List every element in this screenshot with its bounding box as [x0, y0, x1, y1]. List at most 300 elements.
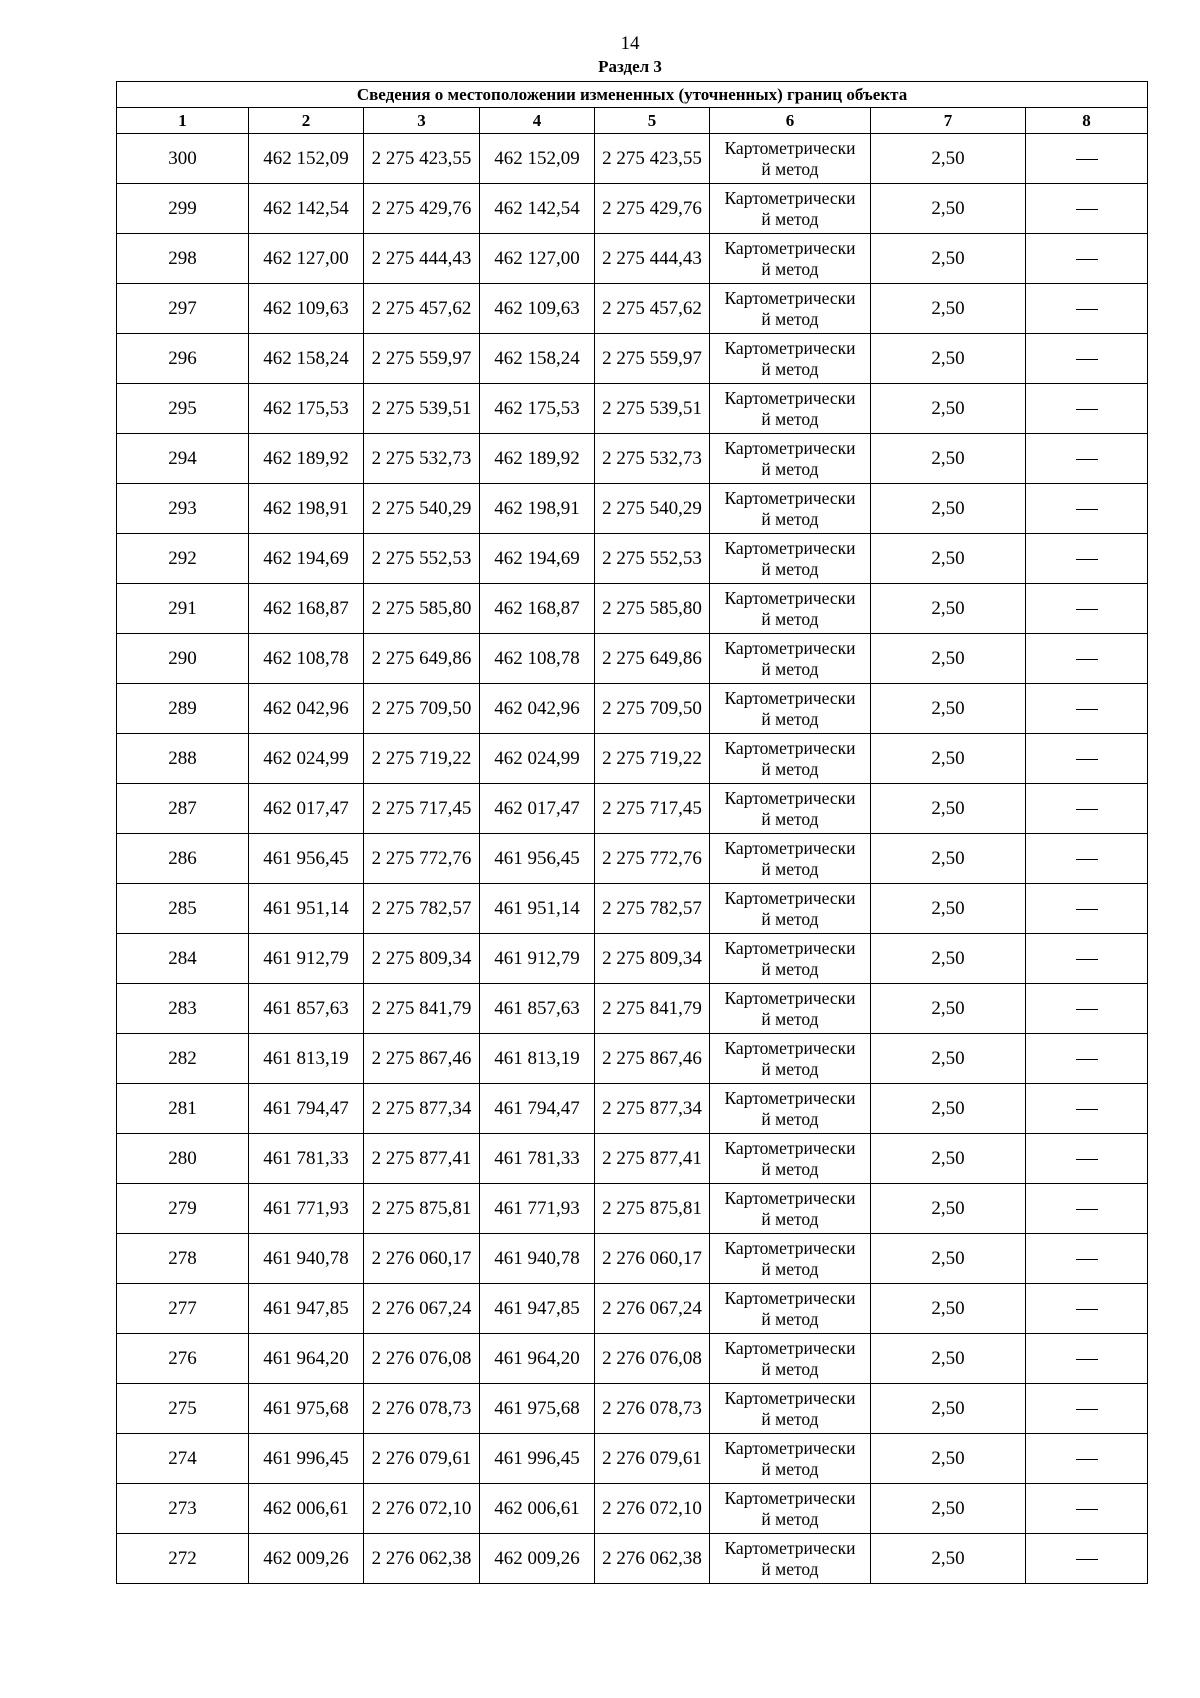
column-number: 4: [480, 108, 595, 134]
method-cell: [710, 134, 871, 184]
x-old-cell: 461 781,33: [249, 1134, 364, 1184]
description-cell: [1026, 1384, 1148, 1434]
y-new-cell: 2 275 552,53: [595, 534, 710, 584]
y-old-cell: 2 275 552,53: [364, 534, 480, 584]
x-old-cell: 461 813,19: [249, 1034, 364, 1084]
dash-mark: [1076, 609, 1098, 610]
method-text-line: й метод: [761, 458, 819, 479]
point-number-cell: 277: [117, 1284, 249, 1334]
description-cell: [1026, 1334, 1148, 1384]
column-number: 6: [710, 108, 871, 134]
point-number-cell: 292: [117, 534, 249, 584]
method-cell: [710, 1134, 871, 1184]
column-number: 7: [871, 108, 1026, 134]
y-new-cell: 2 275 532,73: [595, 434, 710, 484]
description-cell: [1026, 1184, 1148, 1234]
y-new-cell: 2 276 079,61: [595, 1434, 710, 1484]
method-text-line: Картометрически: [724, 537, 856, 558]
table-row: [117, 734, 1148, 784]
y-old-cell: 2 275 444,43: [364, 234, 480, 284]
point-number-cell: 278: [117, 1234, 249, 1284]
accuracy-cell: 2,50: [871, 1084, 1026, 1134]
y-new-cell: 2 275 877,34: [595, 1084, 710, 1134]
table-row: [117, 484, 1148, 534]
method-text-line: Картометрически: [724, 1137, 856, 1158]
point-number-cell: 289: [117, 684, 249, 734]
x-new-cell: 462 127,00: [480, 234, 595, 284]
table-caption-row: [117, 82, 1148, 108]
x-new-cell: 462 194,69: [480, 534, 595, 584]
dash-mark: [1076, 759, 1098, 760]
description-cell: [1026, 784, 1148, 834]
x-new-cell: 462 109,63: [480, 284, 595, 334]
point-number-cell: 282: [117, 1034, 249, 1084]
y-new-cell: 2 275 772,76: [595, 834, 710, 884]
description-cell: [1026, 1034, 1148, 1084]
table-row: [117, 1134, 1148, 1184]
x-old-cell: 461 951,14: [249, 884, 364, 934]
x-old-cell: 462 168,87: [249, 584, 364, 634]
method-text-line: й метод: [761, 258, 819, 279]
x-old-cell: 462 108,78: [249, 634, 364, 684]
y-old-cell: 2 275 719,22: [364, 734, 480, 784]
method-cell: [710, 284, 871, 334]
method-text-line: Картометрически: [724, 1387, 856, 1408]
point-number-cell: 275: [117, 1384, 249, 1434]
point-number-cell: 299: [117, 184, 249, 234]
accuracy-cell: 2,50: [871, 384, 1026, 434]
accuracy-cell: 2,50: [871, 934, 1026, 984]
method-cell: [710, 534, 871, 584]
dash-mark: [1076, 409, 1098, 410]
y-new-cell: 2 276 072,10: [595, 1484, 710, 1534]
accuracy-cell: 2,50: [871, 1434, 1026, 1484]
y-new-cell: 2 275 875,81: [595, 1184, 710, 1234]
point-number-cell: 286: [117, 834, 249, 884]
y-new-cell: 2 275 809,34: [595, 934, 710, 984]
page-number: 14: [620, 33, 640, 54]
x-new-cell: 461 781,33: [480, 1134, 595, 1184]
y-new-cell: 2 275 649,86: [595, 634, 710, 684]
method-text-line: й метод: [761, 1408, 819, 1429]
accuracy-cell: 2,50: [871, 234, 1026, 284]
dash-mark: [1076, 859, 1098, 860]
x-new-cell: 461 813,19: [480, 1034, 595, 1084]
description-cell: [1026, 884, 1148, 934]
dash-mark: [1076, 959, 1098, 960]
method-cell: [710, 1084, 871, 1134]
x-old-cell: 461 771,93: [249, 1184, 364, 1234]
method-cell: [710, 1034, 871, 1084]
y-old-cell: 2 276 062,38: [364, 1534, 480, 1584]
x-old-cell: 462 194,69: [249, 534, 364, 584]
y-new-cell: 2 276 060,17: [595, 1234, 710, 1284]
y-new-cell: 2 275 782,57: [595, 884, 710, 934]
table-row: [117, 584, 1148, 634]
y-old-cell: 2 275 867,46: [364, 1034, 480, 1084]
x-old-cell: 462 024,99: [249, 734, 364, 784]
description-cell: [1026, 1534, 1148, 1584]
y-old-cell: 2 276 067,24: [364, 1284, 480, 1334]
method-text-line: й метод: [761, 1258, 819, 1279]
table-caption: Сведения о местоположении измененных (уточненных) границ объекта: [117, 82, 1148, 108]
table-row: [117, 984, 1148, 1034]
table-row: [117, 1434, 1148, 1484]
accuracy-cell: 2,50: [871, 1034, 1026, 1084]
y-new-cell: 2 275 457,62: [595, 284, 710, 334]
table-row: [117, 1284, 1148, 1334]
accuracy-cell: 2,50: [871, 184, 1026, 234]
method-text-line: Картометрически: [724, 187, 856, 208]
method-text-line: Картометрически: [724, 687, 856, 708]
x-old-cell: 462 127,00: [249, 234, 364, 284]
table-row: [117, 284, 1148, 334]
dash-mark: [1076, 909, 1098, 910]
accuracy-cell: 2,50: [871, 1184, 1026, 1234]
y-new-cell: 2 275 423,55: [595, 134, 710, 184]
table-row: [117, 934, 1148, 984]
method-cell: [710, 334, 871, 384]
accuracy-cell: 2,50: [871, 1134, 1026, 1184]
method-text-line: Картометрически: [724, 287, 856, 308]
dash-mark: [1076, 1159, 1098, 1160]
point-number-cell: 284: [117, 934, 249, 984]
y-old-cell: 2 275 585,80: [364, 584, 480, 634]
column-number: 1: [117, 108, 249, 134]
dash-mark: [1076, 309, 1098, 310]
method-cell: [710, 834, 871, 884]
x-old-cell: 462 158,24: [249, 334, 364, 384]
y-new-cell: 2 276 062,38: [595, 1534, 710, 1584]
y-new-cell: 2 275 559,97: [595, 334, 710, 384]
method-text-line: Картометрически: [724, 987, 856, 1008]
method-cell: [710, 1384, 871, 1434]
accuracy-cell: 2,50: [871, 734, 1026, 784]
point-number-cell: 281: [117, 1084, 249, 1134]
column-number: 3: [364, 108, 480, 134]
dash-mark: [1076, 1259, 1098, 1260]
table-row: [117, 684, 1148, 734]
point-number-cell: 288: [117, 734, 249, 784]
y-new-cell: 2 276 076,08: [595, 1334, 710, 1384]
method-text-line: Картометрически: [724, 637, 856, 658]
method-text-line: й метод: [761, 1458, 819, 1479]
section-title: Раздел 3: [598, 57, 662, 76]
x-old-cell: 461 975,68: [249, 1384, 364, 1434]
point-number-cell: 294: [117, 434, 249, 484]
x-old-cell: 462 152,09: [249, 134, 364, 184]
table-row: [117, 134, 1148, 184]
x-new-cell: 461 975,68: [480, 1384, 595, 1434]
accuracy-cell: 2,50: [871, 434, 1026, 484]
y-old-cell: 2 275 649,86: [364, 634, 480, 684]
method-text-line: й метод: [761, 958, 819, 979]
accuracy-cell: 2,50: [871, 634, 1026, 684]
x-new-cell: 462 142,54: [480, 184, 595, 234]
description-cell: [1026, 1084, 1148, 1134]
method-text-line: Картометрически: [724, 1037, 856, 1058]
column-number: 5: [595, 108, 710, 134]
x-new-cell: 461 794,47: [480, 1084, 595, 1134]
table-row: [117, 784, 1148, 834]
method-text-line: й метод: [761, 508, 819, 529]
dash-mark: [1076, 1559, 1098, 1560]
point-number-cell: 285: [117, 884, 249, 934]
x-new-cell: 462 198,91: [480, 484, 595, 534]
method-text-line: й метод: [761, 808, 819, 829]
x-old-cell: 461 794,47: [249, 1084, 364, 1134]
y-old-cell: 2 275 429,76: [364, 184, 480, 234]
y-new-cell: 2 275 717,45: [595, 784, 710, 834]
point-number-cell: 290: [117, 634, 249, 684]
dash-mark: [1076, 359, 1098, 360]
method-text-line: Картометрически: [724, 1187, 856, 1208]
dash-mark: [1076, 1509, 1098, 1510]
x-old-cell: 462 009,26: [249, 1534, 364, 1584]
x-new-cell: 462 042,96: [480, 684, 595, 734]
description-cell: [1026, 184, 1148, 234]
dash-mark: [1076, 659, 1098, 660]
y-old-cell: 2 275 532,73: [364, 434, 480, 484]
method-text-line: Картометрически: [724, 1537, 856, 1558]
table-row: [117, 884, 1148, 934]
method-text-line: Картометрически: [724, 1237, 856, 1258]
x-old-cell: 462 142,54: [249, 184, 364, 234]
description-cell: [1026, 234, 1148, 284]
y-new-cell: 2 275 841,79: [595, 984, 710, 1034]
x-new-cell: 462 017,47: [480, 784, 595, 834]
x-new-cell: 461 996,45: [480, 1434, 595, 1484]
dash-mark: [1076, 209, 1098, 210]
method-cell: [710, 1434, 871, 1484]
description-cell: [1026, 1434, 1148, 1484]
method-cell: [710, 984, 871, 1034]
dash-mark: [1076, 1409, 1098, 1410]
method-text-line: Картометрически: [724, 1437, 856, 1458]
dash-mark: [1076, 259, 1098, 260]
coordinates-table: [116, 81, 1148, 1584]
y-new-cell: 2 276 078,73: [595, 1384, 710, 1434]
x-old-cell: 462 017,47: [249, 784, 364, 834]
y-new-cell: 2 275 539,51: [595, 384, 710, 434]
x-new-cell: 461 857,63: [480, 984, 595, 1034]
method-text-line: й метод: [761, 1308, 819, 1329]
point-number-cell: 287: [117, 784, 249, 834]
y-old-cell: 2 275 709,50: [364, 684, 480, 734]
description-cell: [1026, 584, 1148, 634]
x-old-cell: 461 912,79: [249, 934, 364, 984]
method-text-line: Картометрически: [724, 137, 856, 158]
x-old-cell: 462 042,96: [249, 684, 364, 734]
x-new-cell: 461 912,79: [480, 934, 595, 984]
x-old-cell: 461 857,63: [249, 984, 364, 1034]
x-new-cell: 462 009,26: [480, 1534, 595, 1584]
x-new-cell: 462 175,53: [480, 384, 595, 434]
y-old-cell: 2 275 423,55: [364, 134, 480, 184]
accuracy-cell: 2,50: [871, 484, 1026, 534]
method-text-line: Картометрически: [724, 1337, 856, 1358]
description-cell: [1026, 834, 1148, 884]
table-row: [117, 1484, 1148, 1534]
method-text-line: й метод: [761, 758, 819, 779]
x-old-cell: 462 198,91: [249, 484, 364, 534]
method-cell: [710, 1534, 871, 1584]
method-cell: [710, 634, 871, 684]
table-row: [117, 1084, 1148, 1134]
description-cell: [1026, 734, 1148, 784]
table-row: [117, 434, 1148, 484]
x-old-cell: 461 940,78: [249, 1234, 364, 1284]
method-text-line: Картометрически: [724, 937, 856, 958]
point-number-cell: 298: [117, 234, 249, 284]
table-row: [117, 534, 1148, 584]
accuracy-cell: 2,50: [871, 584, 1026, 634]
accuracy-cell: 2,50: [871, 1284, 1026, 1334]
method-text-line: й метод: [761, 208, 819, 229]
table-row: [117, 634, 1148, 684]
table-row: [117, 1234, 1148, 1284]
description-cell: [1026, 684, 1148, 734]
method-cell: [710, 934, 871, 984]
method-cell: [710, 484, 871, 534]
y-new-cell: 2 275 719,22: [595, 734, 710, 784]
method-text-line: Картометрически: [724, 337, 856, 358]
method-text-line: й метод: [761, 1008, 819, 1029]
x-old-cell: 462 109,63: [249, 284, 364, 334]
y-old-cell: 2 275 782,57: [364, 884, 480, 934]
accuracy-cell: 2,50: [871, 534, 1026, 584]
y-old-cell: 2 275 877,34: [364, 1084, 480, 1134]
method-text-line: Картометрически: [724, 487, 856, 508]
description-cell: [1026, 1134, 1148, 1184]
table-row: [117, 384, 1148, 434]
point-number-cell: 274: [117, 1434, 249, 1484]
y-old-cell: 2 275 772,76: [364, 834, 480, 884]
point-number-cell: 291: [117, 584, 249, 634]
column-number: 8: [1026, 108, 1148, 134]
method-text-line: Картометрически: [724, 587, 856, 608]
accuracy-cell: 2,50: [871, 1484, 1026, 1534]
method-text-line: й метод: [761, 1058, 819, 1079]
x-new-cell: 462 158,24: [480, 334, 595, 384]
y-new-cell: 2 275 540,29: [595, 484, 710, 534]
accuracy-cell: 2,50: [871, 334, 1026, 384]
accuracy-cell: 2,50: [871, 1234, 1026, 1284]
accuracy-cell: 2,50: [871, 1334, 1026, 1384]
description-cell: [1026, 134, 1148, 184]
method-text-line: Картометрически: [724, 1487, 856, 1508]
x-new-cell: 462 006,61: [480, 1484, 595, 1534]
dash-mark: [1076, 1359, 1098, 1360]
method-cell: [710, 434, 871, 484]
x-new-cell: 462 189,92: [480, 434, 595, 484]
point-number-cell: 279: [117, 1184, 249, 1234]
accuracy-cell: 2,50: [871, 684, 1026, 734]
description-cell: [1026, 1484, 1148, 1534]
x-new-cell: 461 956,45: [480, 834, 595, 884]
table-row: [117, 834, 1148, 884]
dash-mark: [1076, 509, 1098, 510]
y-old-cell: 2 276 076,08: [364, 1334, 480, 1384]
method-cell: [710, 1334, 871, 1384]
table-row: [117, 1334, 1148, 1384]
y-old-cell: 2 275 809,34: [364, 934, 480, 984]
dash-mark: [1076, 1309, 1098, 1310]
table-row: [117, 1534, 1148, 1584]
accuracy-cell: 2,50: [871, 884, 1026, 934]
accuracy-cell: 2,50: [871, 1534, 1026, 1584]
description-cell: [1026, 1234, 1148, 1284]
method-cell: [710, 684, 871, 734]
method-text-line: й метод: [761, 158, 819, 179]
method-text-line: й метод: [761, 1558, 819, 1579]
method-text-line: й метод: [761, 308, 819, 329]
x-new-cell: 462 152,09: [480, 134, 595, 184]
method-text-line: Картометрически: [724, 837, 856, 858]
method-text-line: й метод: [761, 658, 819, 679]
accuracy-cell: 2,50: [871, 784, 1026, 834]
column-number: 2: [249, 108, 364, 134]
point-number-cell: 276: [117, 1334, 249, 1384]
y-old-cell: 2 276 079,61: [364, 1434, 480, 1484]
method-text-line: й метод: [761, 558, 819, 579]
method-text-line: й метод: [761, 1108, 819, 1129]
description-cell: [1026, 1284, 1148, 1334]
accuracy-cell: 2,50: [871, 284, 1026, 334]
method-cell: [710, 234, 871, 284]
table-row: [117, 334, 1148, 384]
method-text-line: й метод: [761, 1208, 819, 1229]
y-old-cell: 2 275 717,45: [364, 784, 480, 834]
table-row: [117, 234, 1148, 284]
y-old-cell: 2 275 877,41: [364, 1134, 480, 1184]
y-new-cell: 2 275 585,80: [595, 584, 710, 634]
method-cell: [710, 584, 871, 634]
description-cell: [1026, 434, 1148, 484]
dash-mark: [1076, 1059, 1098, 1060]
description-cell: [1026, 934, 1148, 984]
accuracy-cell: 2,50: [871, 1384, 1026, 1434]
x-old-cell: 462 006,61: [249, 1484, 364, 1534]
method-cell: [710, 1234, 871, 1284]
dash-mark: [1076, 459, 1098, 460]
y-old-cell: 2 275 559,97: [364, 334, 480, 384]
description-cell: [1026, 534, 1148, 584]
y-old-cell: 2 275 457,62: [364, 284, 480, 334]
y-new-cell: 2 275 429,76: [595, 184, 710, 234]
point-number-cell: 295: [117, 384, 249, 434]
dash-mark: [1076, 809, 1098, 810]
accuracy-cell: 2,50: [871, 134, 1026, 184]
method-text-line: й метод: [761, 858, 819, 879]
x-new-cell: 461 771,93: [480, 1184, 595, 1234]
dash-mark: [1076, 709, 1098, 710]
method-text-line: Картометрически: [724, 1287, 856, 1308]
method-cell: [710, 884, 871, 934]
method-text-line: й метод: [761, 908, 819, 929]
table-row: [117, 1384, 1148, 1434]
y-old-cell: 2 276 072,10: [364, 1484, 480, 1534]
y-new-cell: 2 275 444,43: [595, 234, 710, 284]
x-new-cell: 462 024,99: [480, 734, 595, 784]
method-cell: [710, 384, 871, 434]
point-number-cell: 273: [117, 1484, 249, 1534]
dash-mark: [1076, 559, 1098, 560]
x-old-cell: 461 996,45: [249, 1434, 364, 1484]
method-text-line: й метод: [761, 1508, 819, 1529]
method-cell: [710, 1484, 871, 1534]
method-text-line: й метод: [761, 608, 819, 629]
